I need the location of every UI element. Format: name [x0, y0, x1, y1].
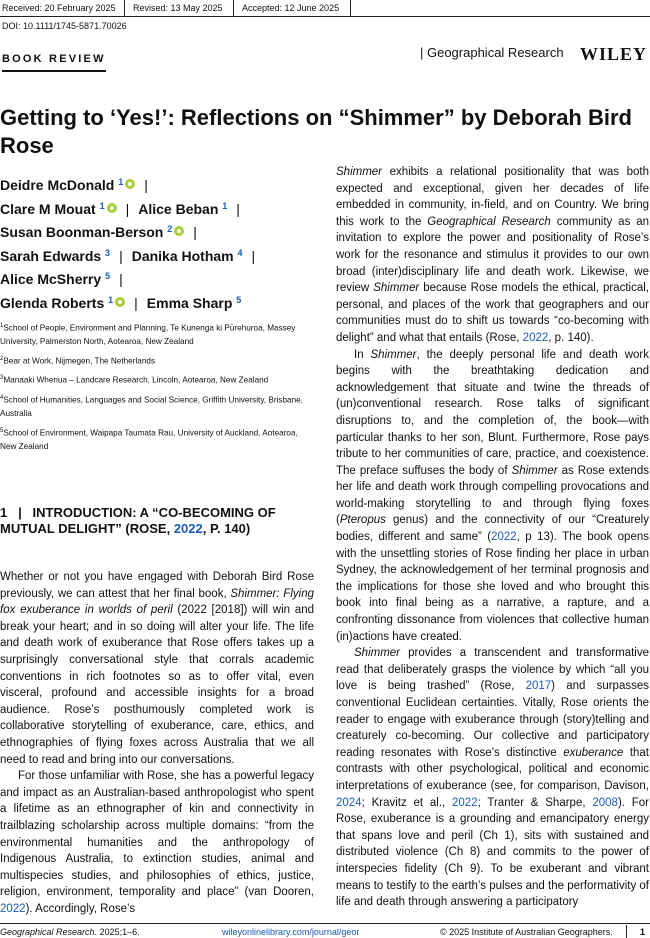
affiliation-list — [0, 320, 310, 458]
footer-url[interactable]: wileyonlinelibrary.com/journal/geor — [222, 927, 360, 937]
accepted-date: Accepted: 12 June 2025 — [242, 3, 340, 13]
citation-link[interactable]: 2022 — [173, 521, 203, 536]
orcid-icon[interactable] — [125, 179, 135, 189]
section-underline — [2, 70, 106, 72]
affiliation-ref[interactable]: 5 — [236, 294, 242, 305]
author-name[interactable]: Alice McSherry — [0, 271, 102, 287]
paragraph: In Shimmer, the deeply personal life and death work begins with the breathtaking dedication and acknowledgement that situate and twine the threads of (un)conventional research. Rose talks of significant disruptions to, and the completion of, the book—with particular thanks to her son, Blunt. Furthermore, Rose pays tribute to her communities of care, practice, and coexistence. The preface suffuses the body of Shimmer as Rose extends her life and death work through compelling provocations and world-making storytelling to and through flying foxes (Pteropus genus) and the connectivity of our “Creaturely bodies, different and same” (2022, p 13). The book opens with the unsettling stories of Rose finding her place in urban Sydney, the acknowledgement of her terminal prognosis and the implications for those she loved and who brought this book into final being as a narrative, a rapture, and a confronting dissonance from violences that collective human (in)actions have created. — [336, 348, 649, 643]
author-list: Deidre McDonald $^1$ | Clare M Mouat $^1$ | Alice Beban $^1$ | Susan Boonman-Berson $^2$ | Sarah Edwards $^3$ | Danika Hotham $^4$ | Alice McSherry $^5$ | Glenda Roberts $^1$ | Emma Sharp $^5$ — [0, 177, 256, 311]
affiliation-ref[interactable]: 2 — [167, 224, 173, 234]
author-name[interactable]: Susan Boonman-Berson — [0, 224, 164, 240]
orcid-icon[interactable] — [174, 226, 184, 236]
citation-link[interactable]: 2017 — [525, 680, 552, 693]
paragraph: Shimmer provides a transcendent and transformative read that deliberately grasps the violence by which “all you love is being trashed” (Rose, 2017) and surpasses conventional Euclidean certainties. Vitally, Rose orients the reader to engage with exuberance through (story)telling and creaturely co-becoming. Our collective and participatory reading resonates with Rose’s distinctive exuberance that contrasts with other psychological, political and economic interpretations of exuberance (see, for comparison, Davison, 2024; Kravitz et al., 2022; Tranter & Sharpe, 2008). For Rose, exuberance is a grounding and emancipatory energy that spans love and peril (Ch 1), sits with sustained and distributed violence (Ch 8) and commits to the power of interspecies fidelity (Ch 9). To be exuberant and vibrant means to testify to the earth’s pulses and the performativity of life and death through answering a participatory — [336, 647, 650, 909]
footer-divider — [0, 923, 650, 924]
orcid-icon[interactable] — [115, 297, 125, 307]
page-number: 1 — [640, 927, 646, 937]
divider — [626, 925, 627, 938]
article-title: Getting to ‘Yes!’: Reflections on “Shimmer” by Deborah Bird Rose — [0, 105, 632, 158]
author-name[interactable]: Danika Hotham — [131, 247, 234, 264]
divider — [350, 0, 351, 16]
author-name[interactable]: Deidre McDonald — [0, 177, 115, 193]
section-number: 1 — [0, 505, 8, 520]
doi[interactable]: DOI: 10.1111/1745-5871.70026 — [2, 21, 127, 31]
citation-link[interactable]: 2008 — [592, 796, 618, 809]
affiliation-ref[interactable]: 3 — [105, 247, 111, 258]
section-label: BOOK REVIEW — [2, 53, 106, 65]
affiliation-ref[interactable]: 5 — [105, 271, 111, 281]
body-right-column — [336, 164, 649, 911]
citation-link[interactable]: 2022 — [491, 531, 517, 544]
affiliation: $^3$Manaaki Whenua – Landcare Research, Lincoln, Aotearoa, New Zealand — [0, 375, 269, 386]
citation-link[interactable]: 2022 — [522, 331, 549, 344]
affiliation: $^4$School of Humanities, Languages and Social Science, Griffith University, Brisbane, Australia — [0, 395, 303, 418]
received-date: Received: 20 February 2025 — [2, 3, 116, 13]
affiliation: $^2$Bear at Work, Nijmegen, The Netherlands — [0, 355, 156, 366]
body-left-column — [0, 569, 314, 917]
affiliation: $^5$School of Environment, Waipapa Taumata Rau, University of Auckland, Aotearoa, New Zealand — [0, 427, 298, 451]
submission-history-bar — [0, 0, 650, 17]
footer-copyright: © 2025 Institute of Australian Geographers. — [440, 927, 613, 937]
affiliation-ref[interactable]: 1 — [222, 200, 228, 211]
citation-link[interactable]: 2022 — [0, 902, 26, 915]
divider — [233, 0, 234, 16]
footer-citation: Geographical Research. 2025;1–6. — [0, 927, 140, 937]
affiliation-ref[interactable]: 4 — [237, 247, 243, 258]
affiliation-ref[interactable]: 1 — [118, 177, 124, 187]
paragraph: For those unfamiliar with Rose, she has a powerful legacy and impact as an Australian-based anthropologist who spent a lifetime as an ethnographer of kin and connectivity in trailblazing scholarship across multiple domains: “from the environmental humanities and the anthropology of Indigenous Australia, to extinction studies, animal and multispecies studies, and philosophies of ethics, justice, religion, environment, temporality and place” (van Dooren, 2022). Accordingly, Rose’s — [0, 770, 314, 915]
section-heading: 1 | INTRODUCTION: A “CO-BECOMING OF MUTUAL DELIGHT” (ROSE, 2022, P. 140) — [0, 505, 276, 536]
author-name[interactable]: Emma Sharp — [146, 294, 233, 311]
author-name[interactable]: Clare M Mouat — [0, 200, 96, 217]
paragraph: Shimmer exhibits a relational positionality that was both expected and exceptional, given her decades of life embedded in community, in-field, and on Country. We bring this work to the Geographical Research community as an invitation to explore the power and positionality of Rose’s work for the resonance and stimulus it provides to our own broad (inter)disciplinary life and death work. Likewise, we review Shimmer because Rose models the ethical, practical, personal, and places of the work that geographers and our communities must do to shift us towards “co-becoming with delight” and what that entails (Rose, 2022, p. 140). — [336, 166, 649, 344]
paragraph: Whether or not you have engaged with Deborah Bird Rose previously, we can attest that her final book, Shimmer: Flying fox exuberance in worlds of peril (2022 [2018]) will win and break your heart; and in so doing will alter your life. The life and death work of exuberance that Rose offers takes up a surprisingly conversational style that corrals academic conventions in rich footnotes so as to offer vital, even visceral, profound and accessible insights for a broad audience. Rose’s posthumously completed work is collaborative storytelling of exuberance, care, ethics, and ethnographies of flying foxes across Australia that we all need to read and bring into our conversations. — [0, 571, 314, 766]
author-name[interactable]: Glenda Roberts — [0, 294, 105, 311]
author-name[interactable]: Sarah Edwards — [0, 247, 102, 264]
divider — [124, 0, 125, 16]
orcid-icon[interactable] — [107, 203, 117, 213]
author-name[interactable]: Alice Beban — [138, 200, 219, 217]
citation-link[interactable]: 2022 — [452, 796, 478, 809]
citation-link[interactable]: 2024 — [336, 796, 362, 809]
revised-date: Revised: 13 May 2025 — [133, 3, 223, 13]
affiliation-ref[interactable]: 1 — [99, 200, 105, 211]
affiliation-ref[interactable]: 1 — [108, 294, 114, 305]
affiliation: $^1$School of People, Environment and Planning, Te Kunenga ki Pūrehuroa, Massey University, Palmerston North, Aotearoa, New Zealand — [0, 323, 296, 346]
publisher-logo: WILEY — [580, 44, 648, 64]
journal-name: | Geographical Research — [420, 45, 564, 60]
